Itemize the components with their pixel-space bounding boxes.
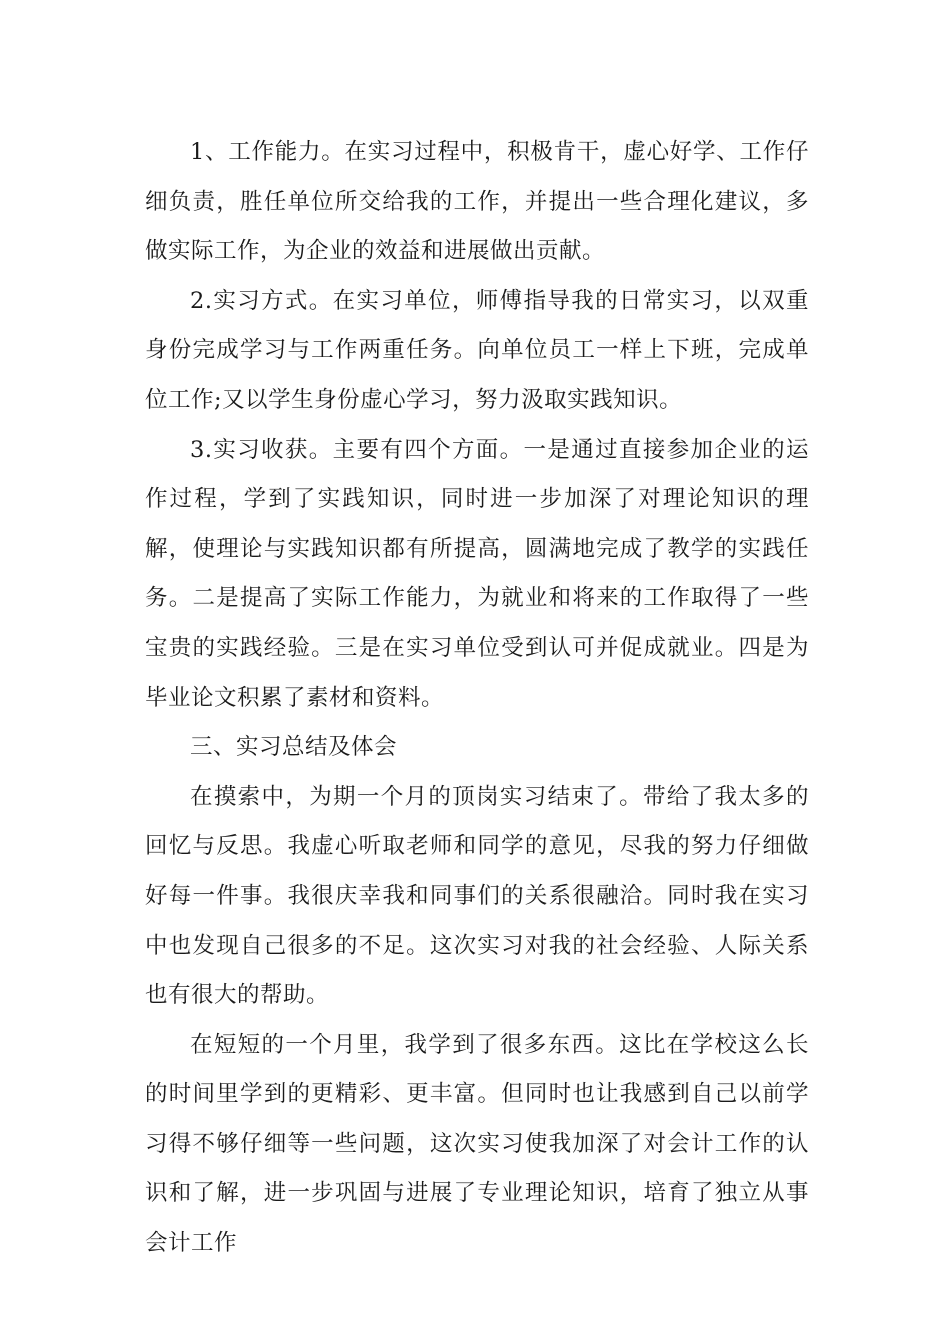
section-heading-summary: 三、实习总结及体会 [190, 734, 398, 761]
paragraph-work-ability: 1、工作能力。在实习过程中，积极肯干，虚心好学、工作仔细负责，胜任单位所交给我的工作，并提出一些合理化建议，多做实际工作，为企业的效益和进展做出贡献。 [145, 139, 809, 265]
document-body [145, 128, 809, 1269]
paragraph-learning: 在短短的一个月里，我学到了很多东西。这比在学校这么长的时间里学到的更精彩、更丰富。但同时也让我感到自己以前学习得不够仔细等一些问题，这次实习使我加深了对会计工作的认识和了解，进一步巩固与进展了专业理论知识，培育了独立从事会计工作 [145, 1031, 809, 1257]
paragraph-reflection: 在摸索中，为期一个月的顶岗实习结束了。带给了我太多的回忆与反思。我虚心听取老师和同学的意见，尽我的努力仔细做好每一件事。我很庆幸我和同事们的关系很融洽。同时我在实习中也发现自己很多的不足。这次实习对我的社会经验、人际关系也有很大的帮助。 [145, 783, 809, 1009]
paragraph-internship-method: 2.实习方式。在实习单位，师傅指导我的日常实习，以双重身份完成学习与工作两重任务。向单位员工一样上下班，完成单位工作;又以学生身份虚心学习，努力汲取实践知识。 [145, 287, 809, 413]
paragraph-internship-gains: 3.实习收获。主要有四个方面。一是通过直接参加企业的运作过程，学到了实践知识，同时进一步加深了对理论知识的理解，使理论与实践知识都有所提高，圆满地完成了教学的实践任务。二是提高了实际工作能力，为就业和将来的工作取得了一些宝贵的实践经验。三是在实习单位受到认可并促成就业。四是为毕业论文积累了素材和资料。 [145, 436, 809, 711]
